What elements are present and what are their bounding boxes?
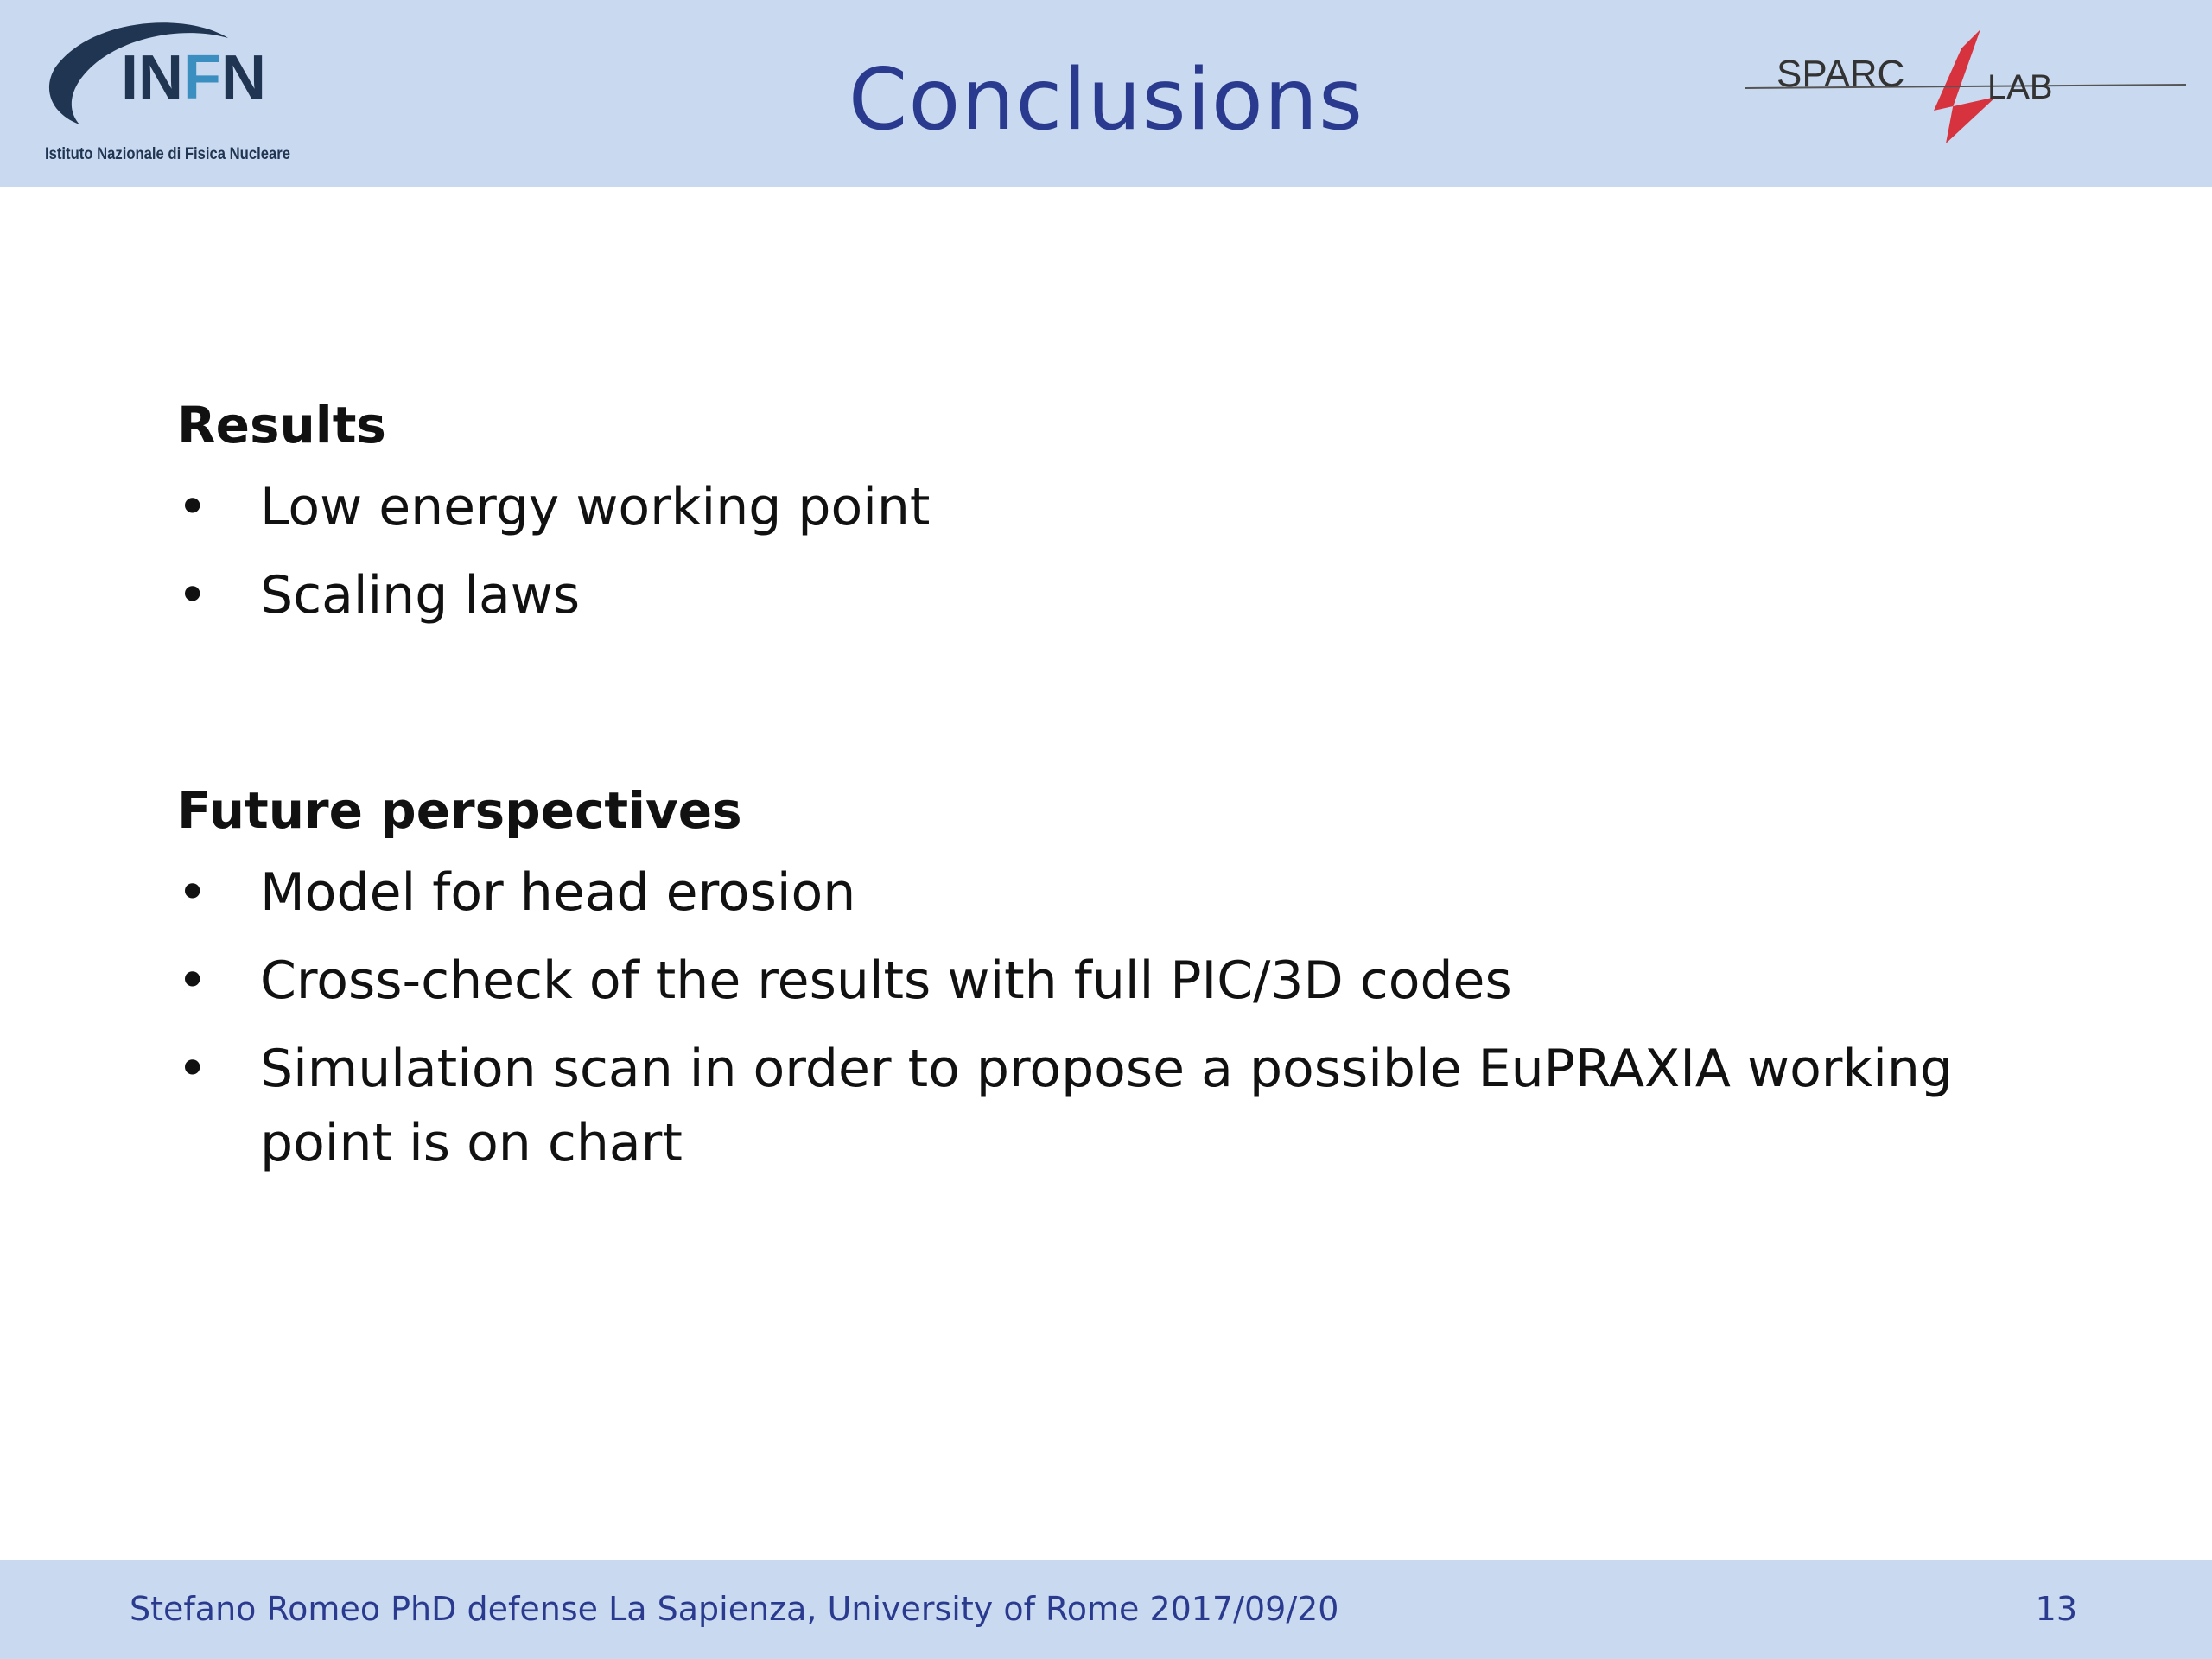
section-spacer xyxy=(177,646,2078,766)
bullet-icon: • xyxy=(177,565,208,626)
footer-bar xyxy=(0,1560,2212,1659)
list-item xyxy=(177,855,2078,930)
list-item xyxy=(177,558,2078,632)
future-list xyxy=(177,855,2078,1180)
svg-text:INFN: INFN xyxy=(121,43,266,112)
bullet-icon: • xyxy=(177,950,208,1011)
list-item xyxy=(177,944,2078,1018)
list-item-text: Scaling laws xyxy=(260,565,581,626)
bullet-icon: • xyxy=(177,862,208,923)
page-number: 13 xyxy=(2035,1590,2077,1628)
infn-logo-subtitle: Istituto Nazionale di Fisica Nucleare xyxy=(45,145,290,163)
header-bar xyxy=(0,0,2212,187)
sparc-logo-text: SPARC xyxy=(1777,53,1905,95)
section-heading-results: Results xyxy=(177,396,386,454)
slide-content xyxy=(177,380,2078,1194)
footer-text: Stefano Romeo PhD defense La Sapienza, University of Rome 2017/09/20 xyxy=(130,1590,1339,1628)
infn-logo-text-part: IN xyxy=(121,43,183,112)
list-item-text: Simulation scan in order to propose a possible EuPRAXIA working point is on chart xyxy=(260,1039,1953,1173)
results-list xyxy=(177,470,2078,632)
page-title: Conclusions xyxy=(848,51,1364,149)
list-item-text: Model for head erosion xyxy=(260,862,856,923)
list-item xyxy=(177,1032,2078,1180)
bullet-icon: • xyxy=(177,477,208,537)
section-heading-future: Future perspectives xyxy=(177,781,742,840)
list-item xyxy=(177,470,2078,544)
sparc-lab-logo-icon xyxy=(1737,24,2195,154)
list-item-text: Cross-check of the results with full PIC/3D codes xyxy=(260,950,1512,1011)
list-item-text: Low energy working point xyxy=(260,477,931,537)
bullet-icon: • xyxy=(177,1039,208,1099)
lab-logo-text: LAB xyxy=(1987,68,2053,106)
